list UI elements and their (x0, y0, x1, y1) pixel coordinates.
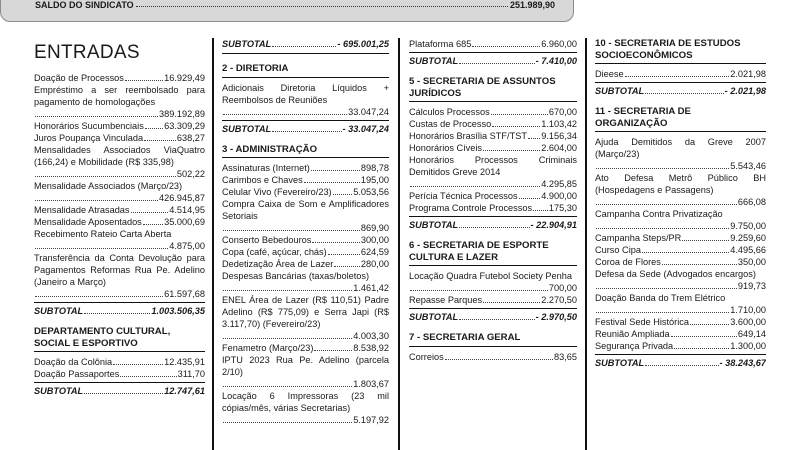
line-item: Honorários Processos Criminais Demitidos Greve 2014 4.295,85 (409, 155, 577, 189)
line-item: Reunião Ampliada 649,14 (595, 329, 766, 339)
line-item: Transferência da Conta Devolução para Pagamentos Reformas Rua Pe. Adelino (Janeiro a Março) 61.597,68 (34, 253, 205, 299)
line-item: Curso Cipa 4.495,66 (595, 245, 766, 255)
juridicos-heading: 5 - SECRETARIA DE ASSUNTOS JURÍDICOS (409, 76, 577, 102)
esporte-heading: 6 - SECRETARIA DE ESPORTE CULTURA E LAZER (409, 240, 577, 266)
top-subtotal: SUBTOTAL - 695.001,25 (222, 38, 389, 54)
line-item: Carimbos e Chaves 195,00 (222, 175, 389, 185)
diretoria-subtotal: SUBTOTAL - 33.047,24 (222, 120, 389, 135)
line-item: Dieese 2.021,98 (595, 69, 766, 79)
line-item: Fenametro (Março/23) 8.538,92 (222, 343, 389, 353)
line-item: Festival Sede Histórica 3.600,00 (595, 317, 766, 327)
column-divider (585, 38, 587, 450)
saldo-value: 251.989,90 (509, 0, 555, 10)
line-item: Juros Poupança Vinculada 638,27 (34, 133, 205, 143)
line-item: Mensalidades Associados ViaQuatro (166,24) e Mobilidade (R$ 335,98) 502,22 (34, 145, 205, 179)
organizacao-heading: 11 - SECRETARIA DE ORGANIZAÇÃO (595, 106, 766, 132)
line-item: Locação Quadra Futebol Society Penha 700,00 (409, 271, 577, 293)
saldo-box (0, 0, 574, 22)
column-divider (398, 38, 400, 450)
column-divider (212, 38, 214, 450)
dept-cultural-heading: DEPARTAMENTO CULTURAL, SOCIAL E ESPORTIVO (34, 326, 205, 352)
line-item: Cálculos Processos 670,00 (409, 107, 577, 117)
line-item: IPTU 2023 Rua Pe. Adelino (parcela 2/10) 1.803,67 (222, 355, 389, 389)
line-item: Campanha Contra Privatização 9.750,00 (595, 209, 766, 231)
top-subtotal: SUBTOTAL - 7.410,00 (409, 52, 577, 67)
diretoria-item: Adicionais Diretoria Líquidos + Reembolsos de Reuniões 33.047,24 (222, 82, 389, 117)
administracao-heading: 3 - ADMINISTRAÇÃO (222, 144, 389, 159)
line-item: Honorários Cíveis 2.604,00 (409, 143, 577, 153)
geral-heading: 7 - SECRETARIA GERAL (409, 332, 577, 347)
line-item: Coroa de Flores 350,00 (595, 257, 766, 267)
line-item: Doação de Processos 16.929,49 (34, 73, 205, 83)
dept-cultural-subtotal: SUBTOTAL 12.747,61 (34, 382, 205, 397)
diretoria-heading: 2 - DIRETORIA (222, 63, 389, 78)
estudos-subtotal: SUBTOTAL - 2.021,98 (595, 82, 766, 97)
column-saidas-3 (595, 38, 766, 450)
juridicos-subtotal: SUBTOTAL - 22.904,91 (409, 216, 577, 231)
line-item: Ato Defesa Metrô Público BH (Hospedagens e Passagens) 666,08 (595, 173, 766, 207)
line-item: Mensalidade Associados (Março/23) 426.945,87 (34, 181, 205, 203)
line-item: Plataforma 685 6.960,00 (409, 39, 577, 49)
organizacao-subtotal: SUBTOTAL - 38.243,67 (595, 354, 766, 369)
line-item: Copa (café, açúcar, chás) 624,59 (222, 247, 389, 257)
column-saidas-2 (409, 38, 577, 450)
line-item: Campanha Steps/PR 9.259,60 (595, 233, 766, 243)
line-item: Compra Caixa de Som e Amplificadores Setoriais 869,90 (222, 199, 389, 233)
line-item: Empréstimo a ser reembolsado para pagamento de homologações 389.192,89 (34, 85, 205, 119)
line-item: Doação Passaportes 311,70 (34, 369, 205, 379)
line-item: Assinaturas (Internet) 898,78 (222, 163, 389, 173)
line-item: Segurança Privada 1.300,00 (595, 341, 766, 351)
line-item: Honorários Brasília STF/TST 9.156,34 (409, 131, 577, 141)
line-item: ENEL Área de Lazer (R$ 110,51) Padre Adelino (R$ 775,09) e Serra Japi (R$ 3.117,70) (Fevereiro/23) 4.003,30 (222, 295, 389, 341)
line-item: Conserto Bebedouros 300,00 (222, 235, 389, 245)
line-item: Ajuda Demitidos da Greve 2007 (Março/23) 5.543,46 (595, 137, 766, 171)
line-item: Despesas Bancárias (taxas/boletos) 1.461,42 (222, 271, 389, 293)
line-item: Mensalidade Aposentados 35.000,69 (34, 217, 205, 227)
line-item: Repasse Parques 2.270,50 (409, 295, 577, 305)
line-item: Defesa da Sede (Advogados encargos) 919,73 (595, 269, 766, 291)
saldo-label: SALDO DO SINDICATO (35, 0, 134, 10)
line-item: Recebimento Rateio Carta Aberta 4.875,00 (34, 229, 205, 251)
line-item: Dedetização Área de Lazer 280,00 (222, 259, 389, 269)
entradas-heading: ENTRADAS (34, 42, 140, 63)
line-item: Perícia Técnica Processos 4.900,00 (409, 191, 577, 201)
line-item: Correios 83,65 (409, 351, 577, 362)
line-item: Programa Controle Processos 175,30 (409, 203, 577, 213)
line-item: Mensalidade Atrasadas 4.514,95 (34, 205, 205, 215)
entradas-subtotal: SUBTOTAL 1.003.506,35 (34, 302, 205, 317)
line-item: Celular Vivo (Fevereiro/23) 5.053,56 (222, 187, 389, 197)
line-item: Locação 6 Impressoras (23 mil cópias/mês, várias Secretarias) 5.197,92 (222, 391, 389, 425)
line-item: Custas de Processo 1.103,42 (409, 119, 577, 129)
line-item: Honorários Sucumbenciais 63.309,29 (34, 121, 205, 131)
saldo-line (35, 0, 555, 10)
column-saidas-1 (222, 38, 389, 450)
line-item: Doação da Colônia 12.435,91 (34, 357, 205, 367)
esporte-subtotal: SUBTOTAL - 2.970,50 (409, 308, 577, 323)
column-entradas (34, 38, 205, 450)
estudos-heading: 10 - SECRETARIA DE ESTUDOS SOCIOECONÔMICOS (595, 38, 766, 64)
line-item: Doação Banda do Trem Elétrico 1.710,00 (595, 293, 766, 315)
